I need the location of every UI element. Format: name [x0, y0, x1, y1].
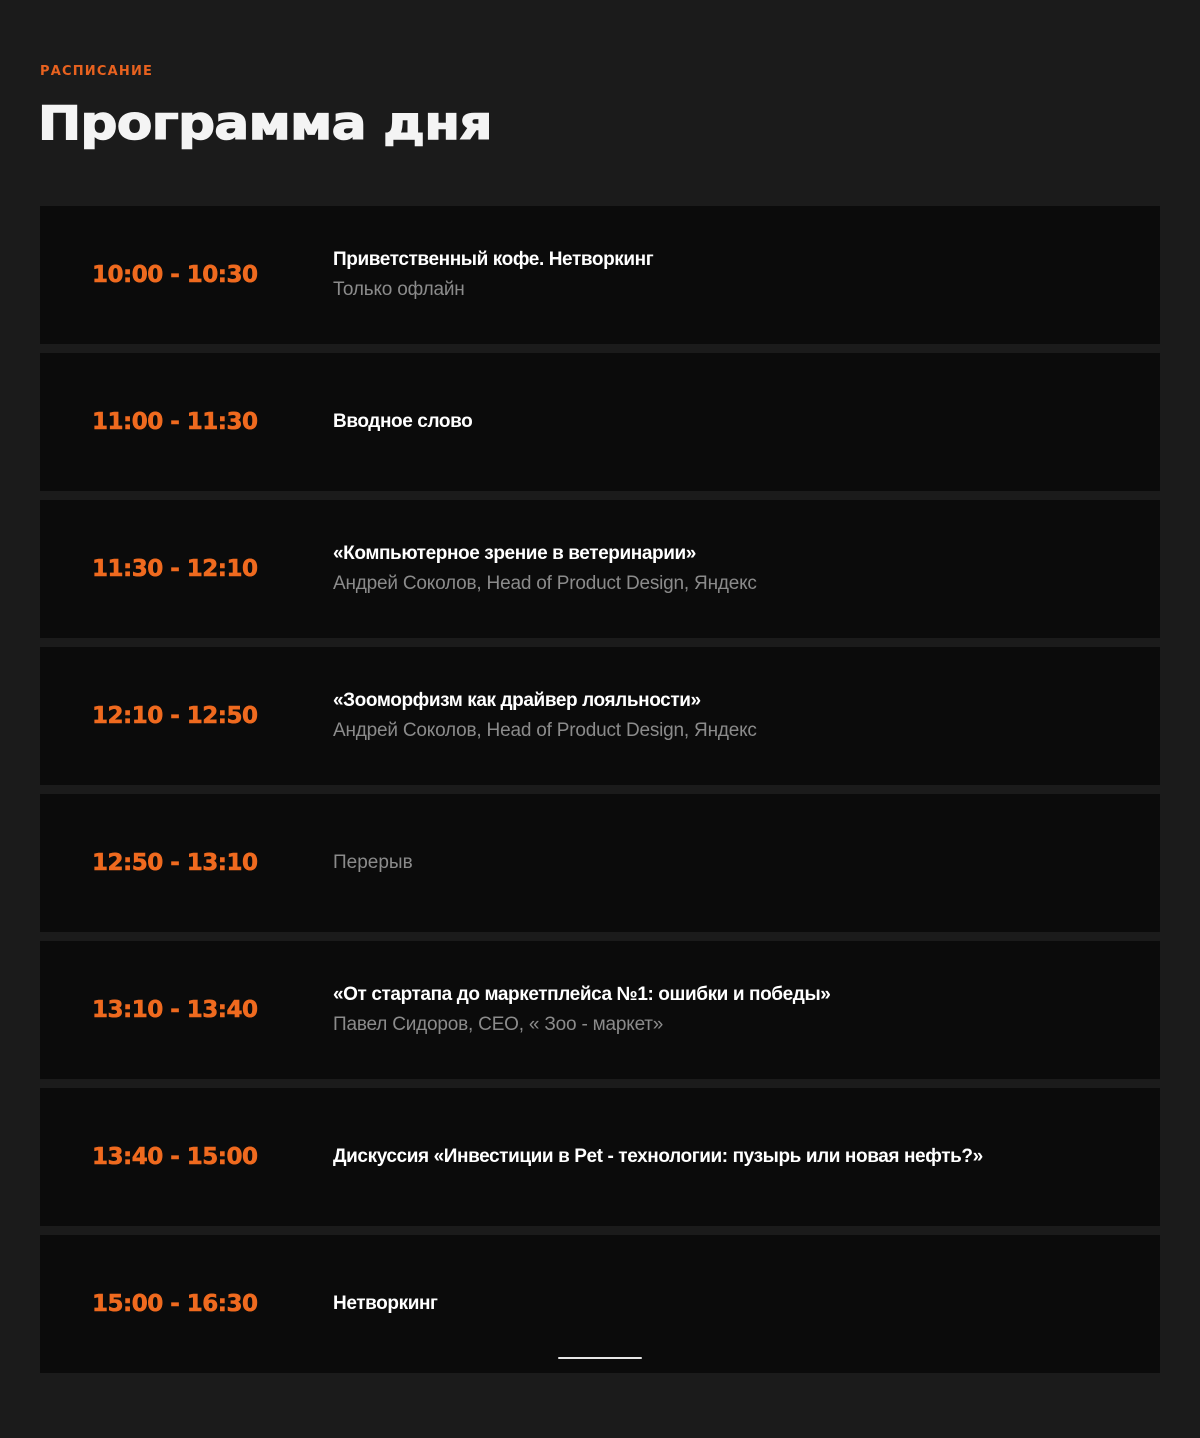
page-title: Программа дня — [38, 96, 492, 150]
schedule-item — [40, 794, 1160, 932]
schedule-info — [333, 353, 1133, 491]
schedule-time: 13:10 - 13:40 — [92, 997, 258, 1023]
schedule-time: 11:00 - 11:30 — [92, 409, 258, 435]
schedule-item — [40, 206, 1160, 344]
schedule-title: Дискуссия «Инвестиции в Pet - технологии: пузырь или новая нефть?» — [333, 1146, 983, 1167]
schedule-info — [333, 1088, 1133, 1226]
schedule-time: 12:50 - 13:10 — [92, 850, 258, 876]
schedule-time: 12:10 - 12:50 — [92, 703, 258, 729]
schedule-item — [40, 1235, 1160, 1373]
schedule-title: Нетворкинг — [333, 1293, 438, 1314]
schedule-info — [333, 206, 1133, 344]
schedule-title: Приветственный кофе. Нетворкинг — [333, 249, 654, 270]
schedule-item — [40, 353, 1160, 491]
schedule-title: Вводное слово — [333, 411, 473, 432]
schedule-info — [333, 794, 1133, 932]
schedule-info — [333, 647, 1133, 785]
schedule-info — [333, 500, 1133, 638]
schedule-item — [40, 647, 1160, 785]
eyebrow-label: РАСПИСАНИЕ — [40, 64, 154, 79]
schedule-list — [40, 206, 1160, 1382]
schedule-break-label: Перерыв — [333, 852, 413, 873]
schedule-title: «От стартапа до маркетплейса №1: ошибки и победы» — [333, 984, 831, 1005]
schedule-item — [40, 941, 1160, 1079]
schedule-subtitle: Павел Сидоров, CEO, « Зоо - маркет» — [333, 1014, 664, 1035]
scroll-indicator[interactable] — [558, 1357, 642, 1359]
schedule-title: «Зооморфизм как драйвер лояльности» — [333, 690, 701, 711]
schedule-subtitle: Андрей Соколов, Head of Product Design, Яндекс — [333, 573, 757, 594]
schedule-time: 10:00 - 10:30 — [92, 262, 258, 288]
schedule-time: 15:00 - 16:30 — [92, 1291, 258, 1317]
schedule-item — [40, 500, 1160, 638]
schedule-info — [333, 941, 1133, 1079]
schedule-subtitle: Только офлайн — [333, 279, 465, 300]
schedule-time: 13:40 - 15:00 — [92, 1144, 258, 1170]
schedule-subtitle: Андрей Соколов, Head of Product Design, Яндекс — [333, 720, 757, 741]
schedule-info — [333, 1235, 1133, 1373]
schedule-title: «Компьютерное зрение в ветеринарии» — [333, 543, 696, 564]
schedule-time: 11:30 - 12:10 — [92, 556, 258, 582]
schedule-item — [40, 1088, 1160, 1226]
